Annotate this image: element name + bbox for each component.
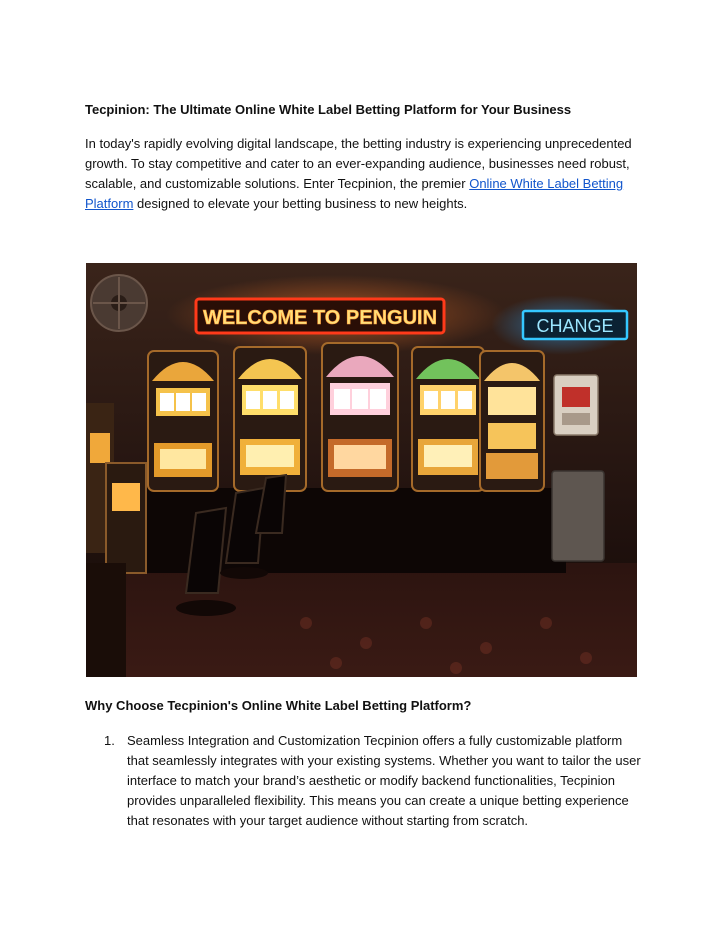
change-machine <box>554 375 598 435</box>
list-item-text: Seamless Integration and Customization Tecpinion offers a fully customizable platform that seamlessly integrates with your existing systems. Whether you want to tailor the user interface to match your brand’s aesthetic or modify backend functionalities, Tecpinion provides unparalleled flexibility. This means you can create a unique betting experience that resonates with your target audience without starting from scratch. <box>127 733 641 828</box>
neon-sign-welcome <box>196 299 444 333</box>
slot-machine <box>234 347 306 491</box>
section-heading: Why Choose Tecpinion's Online White Label Betting Platform? <box>85 698 472 713</box>
neon-sign-change <box>523 311 627 339</box>
list-item-number: 1. <box>104 733 115 748</box>
features-list <box>85 731 641 831</box>
list-item <box>85 731 641 831</box>
wall-fan <box>91 275 147 331</box>
neon-sign-change-text: CHANGE <box>536 316 614 336</box>
platform-link[interactable]: Online White Label Betting Platform <box>85 176 624 211</box>
slot-machine <box>322 343 398 491</box>
slot-machine <box>480 351 544 491</box>
intro-text-start: In today's rapidly evolving digital landscape, the betting industry is experiencing unprecedented growth. To stay competitive and cater to an ever-expanding audience, businesses need robust, scalable, and customizable solutions. Enter Tecpinion, the premier <box>85 136 632 191</box>
article-title: Tecpinion: The Ultimate Online White Label Betting Platform for Your Business <box>85 102 572 117</box>
slot-machine <box>412 347 484 491</box>
casino-slot-machines-photo <box>86 263 637 677</box>
neon-sign-welcome-text: WELCOME TO PENGUIN <box>202 307 438 329</box>
intro-text-end: designed to elevate your betting business to new heights. <box>133 196 468 211</box>
slot-machine <box>148 351 218 491</box>
intro-paragraph <box>85 134 641 214</box>
